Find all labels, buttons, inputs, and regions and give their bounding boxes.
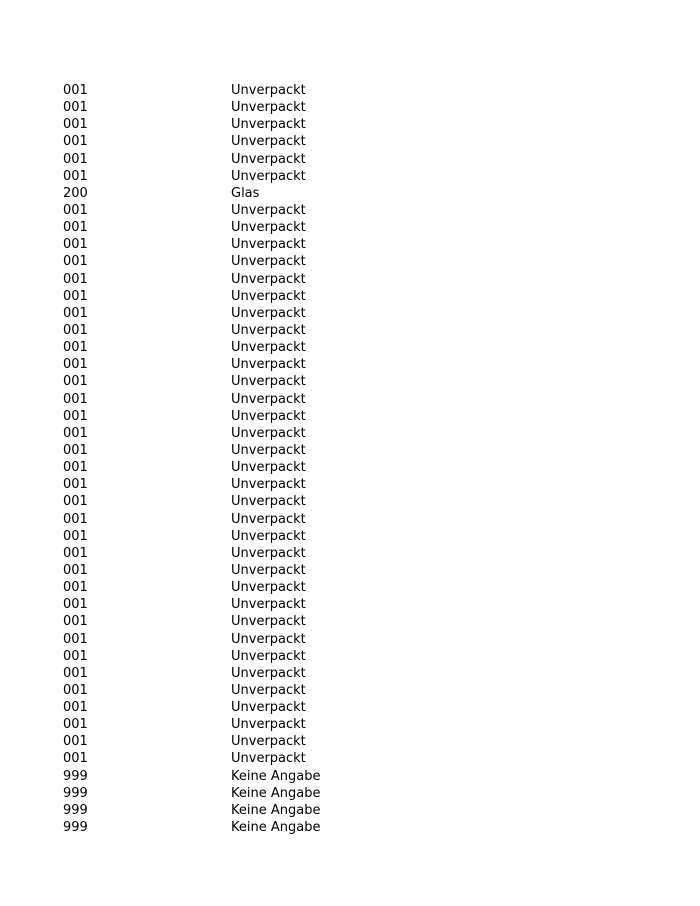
code-cell: 001 <box>63 322 88 338</box>
code-cell: 001 <box>63 597 88 613</box>
description-cell: Unverpackt <box>231 117 306 133</box>
description-cell: Unverpackt <box>231 100 306 116</box>
description-cell: Unverpackt <box>231 545 306 561</box>
code-cell: 001 <box>63 631 88 647</box>
description-cell: Unverpackt <box>231 151 306 167</box>
description-cell: Unverpackt <box>231 665 306 681</box>
table-row <box>63 613 663 630</box>
table-row <box>63 511 663 528</box>
table-row <box>63 665 663 682</box>
description-cell: Unverpackt <box>231 425 306 441</box>
code-cell: 001 <box>63 528 88 544</box>
code-cell: 999 <box>63 768 88 784</box>
table-row <box>63 493 663 510</box>
code-cell: 001 <box>63 271 88 287</box>
table-row <box>63 356 663 373</box>
description-cell: Unverpackt <box>231 340 306 356</box>
description-cell: Unverpackt <box>231 511 306 527</box>
code-cell: 001 <box>63 682 88 698</box>
code-cell: 001 <box>63 134 88 150</box>
code-cell: 001 <box>63 494 88 510</box>
description-cell: Unverpackt <box>231 288 306 304</box>
table-row <box>63 219 663 236</box>
code-cell: 001 <box>63 357 88 373</box>
code-cell: 001 <box>63 305 88 321</box>
code-cell: 001 <box>63 288 88 304</box>
code-cell: 001 <box>63 751 88 767</box>
code-cell: 001 <box>63 477 88 493</box>
description-cell: Unverpackt <box>231 614 306 630</box>
description-cell: Keine Angabe <box>231 768 321 784</box>
description-cell: Unverpackt <box>231 357 306 373</box>
code-cell: 001 <box>63 374 88 390</box>
table-row <box>63 768 663 785</box>
description-cell: Unverpackt <box>231 597 306 613</box>
table-row <box>63 305 663 322</box>
description-cell: Unverpackt <box>231 477 306 493</box>
table-row <box>63 202 663 219</box>
code-cell: 001 <box>63 700 88 716</box>
table-row <box>63 168 663 185</box>
description-cell: Unverpackt <box>231 631 306 647</box>
description-cell: Unverpackt <box>231 168 306 184</box>
code-cell: 001 <box>63 254 88 270</box>
code-cell: 001 <box>63 648 88 664</box>
table-row <box>63 682 663 699</box>
code-cell: 001 <box>63 151 88 167</box>
code-cell: 001 <box>63 665 88 681</box>
table-row <box>63 133 663 150</box>
description-cell: Unverpackt <box>231 408 306 424</box>
data-sheet <box>63 82 663 836</box>
table-row <box>63 819 663 836</box>
description-cell: Unverpackt <box>231 237 306 253</box>
code-cell: 001 <box>63 717 88 733</box>
table-row <box>63 545 663 562</box>
description-cell: Unverpackt <box>231 717 306 733</box>
description-cell: Unverpackt <box>231 220 306 236</box>
description-cell: Unverpackt <box>231 442 306 458</box>
description-cell: Unverpackt <box>231 734 306 750</box>
table-row <box>63 253 663 270</box>
table-row <box>63 322 663 339</box>
code-cell: 001 <box>63 220 88 236</box>
table-row <box>63 648 663 665</box>
code-cell: 001 <box>63 562 88 578</box>
code-cell: 001 <box>63 202 88 218</box>
code-cell: 001 <box>63 460 88 476</box>
table-row <box>63 785 663 802</box>
table-row <box>63 802 663 819</box>
description-cell: Unverpackt <box>231 562 306 578</box>
description-cell: Glas <box>231 185 260 201</box>
code-cell: 001 <box>63 580 88 596</box>
code-cell: 001 <box>63 425 88 441</box>
description-cell: Unverpackt <box>231 751 306 767</box>
table-row <box>63 579 663 596</box>
table-row <box>63 236 663 253</box>
description-cell: Unverpackt <box>231 202 306 218</box>
table-row <box>63 116 663 133</box>
table-row <box>63 631 663 648</box>
description-cell: Unverpackt <box>231 271 306 287</box>
description-cell: Unverpackt <box>231 528 306 544</box>
table-row <box>63 476 663 493</box>
description-cell: Unverpackt <box>231 134 306 150</box>
description-cell: Unverpackt <box>231 305 306 321</box>
code-cell: 001 <box>63 511 88 527</box>
table-row <box>63 339 663 356</box>
code-cell: 001 <box>63 117 88 133</box>
code-cell: 200 <box>63 185 88 201</box>
table-row <box>63 288 663 305</box>
table-row <box>63 528 663 545</box>
code-cell: 001 <box>63 734 88 750</box>
table-row <box>63 271 663 288</box>
table-row <box>63 151 663 168</box>
table-row <box>63 459 663 476</box>
table-row <box>63 562 663 579</box>
table-row <box>63 733 663 750</box>
table-row <box>63 750 663 767</box>
code-cell: 001 <box>63 237 88 253</box>
table-row <box>63 99 663 116</box>
code-cell: 001 <box>63 545 88 561</box>
code-cell: 001 <box>63 168 88 184</box>
description-cell: Keine Angabe <box>231 785 321 801</box>
code-cell: 999 <box>63 802 88 818</box>
code-cell: 001 <box>63 100 88 116</box>
code-cell: 001 <box>63 442 88 458</box>
table-row <box>63 373 663 390</box>
description-cell: Unverpackt <box>231 374 306 390</box>
table-row <box>63 716 663 733</box>
description-cell: Keine Angabe <box>231 802 321 818</box>
code-cell: 001 <box>63 83 88 98</box>
code-cell: 001 <box>63 614 88 630</box>
description-cell: Keine Angabe <box>231 820 321 836</box>
description-cell: Unverpackt <box>231 648 306 664</box>
description-cell: Unverpackt <box>231 580 306 596</box>
table-row <box>63 391 663 408</box>
description-cell: Unverpackt <box>231 460 306 476</box>
table-row <box>63 185 663 202</box>
description-cell: Unverpackt <box>231 700 306 716</box>
table-row <box>63 408 663 425</box>
description-cell: Unverpackt <box>231 682 306 698</box>
code-cell: 999 <box>63 820 88 836</box>
code-cell: 001 <box>63 408 88 424</box>
table-row <box>63 425 663 442</box>
table-row <box>63 596 663 613</box>
description-cell: Unverpackt <box>231 322 306 338</box>
description-cell: Unverpackt <box>231 494 306 510</box>
table-row <box>63 442 663 459</box>
table-row <box>63 699 663 716</box>
code-cell: 001 <box>63 391 88 407</box>
description-cell: Unverpackt <box>231 391 306 407</box>
description-cell: Unverpackt <box>231 254 306 270</box>
code-cell: 001 <box>63 340 88 356</box>
code-cell: 999 <box>63 785 88 801</box>
table-row <box>63 82 663 99</box>
description-cell: Unverpackt <box>231 83 306 98</box>
